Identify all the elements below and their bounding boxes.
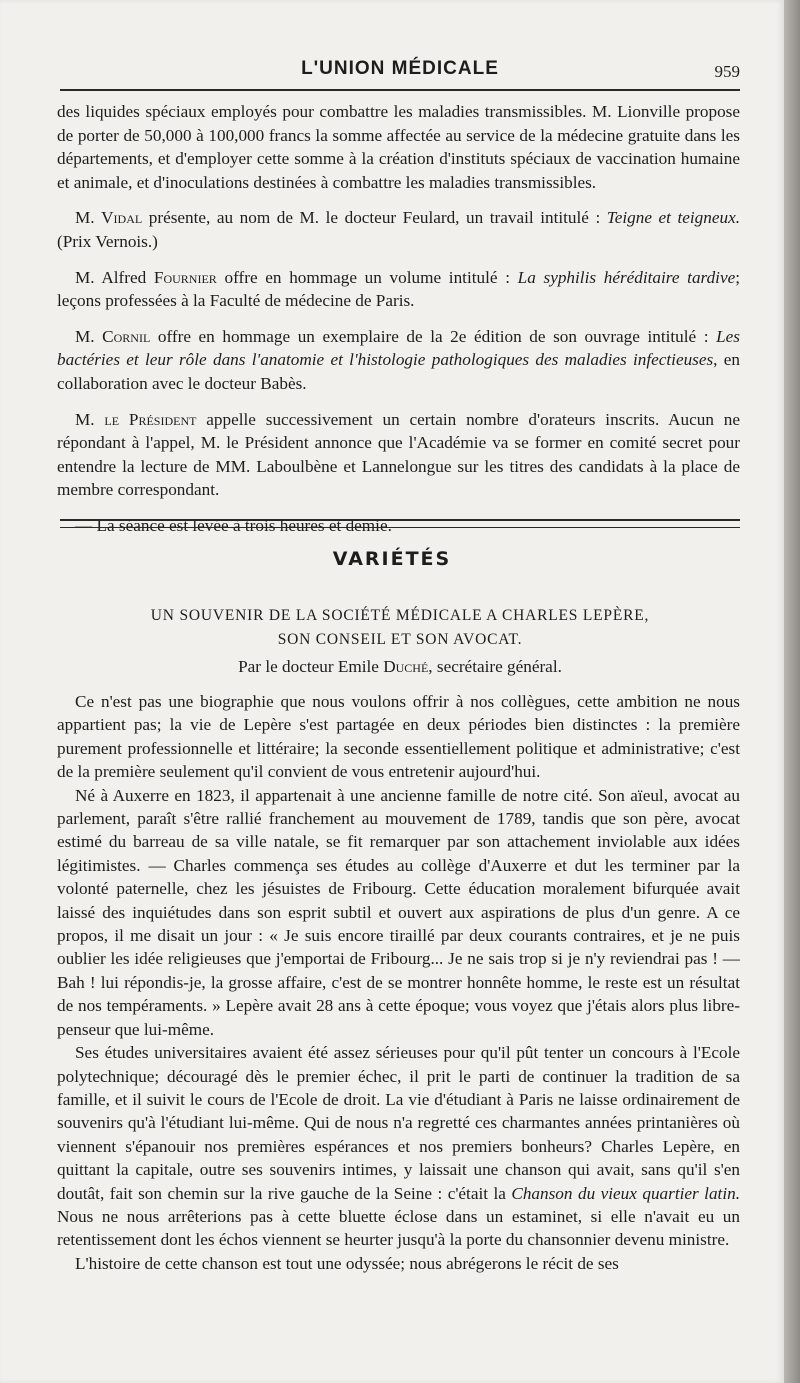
name-fournier: Fournier [153,267,217,287]
page-edge [784,0,800,1383]
article-paragraph-4: L'histoire de cette chanson est tout une odyssée; nous abrégerons le récit de ses [75,1253,619,1273]
page-header [60,52,740,88]
paragraph-vidal: M. Vidal présente, au nom de M. le docteur Feulard, un travail intitulé : Teigne et teigneux. (Prix Vernois.) [57,208,740,251]
author-name: Duché [383,657,429,676]
article-title-line-1: UN SOUVENIR DE LA SOCIÉTÉ MÉDICALE A CHARLES LEPÈRE, [150,607,650,624]
song-title: Chanson du vieux quartier latin. [511,1183,740,1203]
article-title [60,604,740,652]
article-paragraph-3: Ses études universitaires avaient été assez sérieuses pour qu'il pût tenter un concours à l'Ecole polytechnique; découragé dès le premier échec, il prit le parti de continuer la tradition de sa famille, et il suivit le cours de l'Ecole de droit. La vie d'étudiant à Paris ne laisse ordinairement de souvenirs qu'à l'étudiant lui-même. Qui de nous n'a regretté ces charmantes années printanières où viennent s'épanouir nos premières espérances et nos premiers bonheurs? Charles Lepère, en quittant la capitale, outre ses souvenirs intimes, y laissait une chanson qui avait, sans qu'il s'en doutât, fait son chemin sur la rive gauche de la Seine : c'était la Chanson du vieux quartier latin. Nous ne nous arrêterions pas à cette bluette éclose dans un estaminet, si elle n'avait eu un retentissement dont les échos viennent se heurter jusqu'à la porte du chansonnier devenu ministre. [57,1043,740,1250]
academy-minutes [57,100,740,538]
article-title-line-2: SON CONSEIL ET SON AVOCAT. [277,631,523,648]
name-vidal: Vidal [101,208,143,228]
section-title: VARIÉTÉS [332,548,452,570]
work-title-bacteries: Les bactéries et leur rôle dans l'anatomie et l'histologie pathologiques des maladies infectieuses [57,326,740,370]
article-byline: Par le docteur Emile Duché, secrétaire général. [238,657,562,676]
article-body [57,690,740,1275]
article-paragraph-1: Ce n'est pas une biographie que nous voulons offrir à nos collègues, cette ambition ne nous appartient pas; la vie de Lepère s'est partagée en deux périodes bien distinctes : la première purement professionnelle et littéraire; la seconde essentiellement politique et administrative; c'est de la première seulement qu'il convient de vous entretenir aujourd'hui. [57,692,740,782]
work-title-teigne: Teigne et teigneux. [606,208,740,228]
paragraph-fournier: M. Alfred Fournier offre en hommage un volume intitulé : La syphilis héréditaire tardive; leçons professées à la Faculté de médecine de Paris. [57,267,740,311]
page-number: 959 [714,62,740,81]
paragraph-liquides: des liquides spéciaux employés pour combattre les maladies transmissibles. M. Lionville propose de porter de 50,000 à 100,000 francs la somme affectée au service de la médecine gratuite dans les départements, et d'employer cette somme à la création d'instituts spéciaux de vaccination humaine et animale, et d'inoculations destinées à combattre les maladies transmissibles. [57,102,740,192]
paragraph-seance-levee: — La séance est levée à trois heures et demie. [75,515,392,535]
paragraph-president: M. le Président appelle successivement un certain nombre d'orateurs inscrits. Aucun ne répondant à l'appel, M. le Président annonce que l'Académie va se former en comité secret pour entendre la lecture de MM. Laboulbène et Lannelongue sur les titres des candidats à la place de membre correspondant. [57,409,740,500]
name-cornil: Cornil [102,326,151,346]
section-divider [60,519,740,528]
paragraph-cornil: M. Cornil offre en hommage un exemplaire de la 2e édition de son ouvrage intitulé : Les bactéries et leur rôle dans l'anatomie et l'histologie pathologiques des maladies infectieuses, en collaboration avec le docteur Babès. [57,326,740,393]
name-president: le Président [104,409,197,429]
journal-title: L'UNION MÉDICALE [301,58,499,79]
header-rule [60,89,740,91]
work-title-syphilis: La syphilis héréditaire tardive [517,267,736,287]
article-paragraph-2: Né à Auxerre en 1823, il appartenait à une ancienne famille de notre cité. Son aïeul, avocat au parlement, paraît s'être rallié franchement au mouvement de 1789, tandis que son père, avocat estimé du barreau de sa ville natale, se fit remarquer par son attachement inviolable aux idées légitimistes. — Charles commença ses études au collège d'Auxerre et dut les terminer par la volonté paternelle, chez les jésuistes de Fribourg. Cette éducation moralement bifurquée avait laissé des inquiétudes dans son esprit subtil et ouvert aux aspirations de plus d'un genre. A ce propos, il me disait un jour : « Je suis encore tiraillé par deux courants contraires, et je ne puis oublier les idée religieuses que j'emportai de Fribourg... Je ne sais trop si je n'y reviendrai pas ! — Bah ! lui répondis-je, la grosse affaire, c'est de se montrer honnête homme, le reste est un résultat de nos tempéraments. » Lepère avait 28 ans à cette époque; vous voyez que j'étais alors plus libre-penseur que lui-même. [57,785,740,1039]
